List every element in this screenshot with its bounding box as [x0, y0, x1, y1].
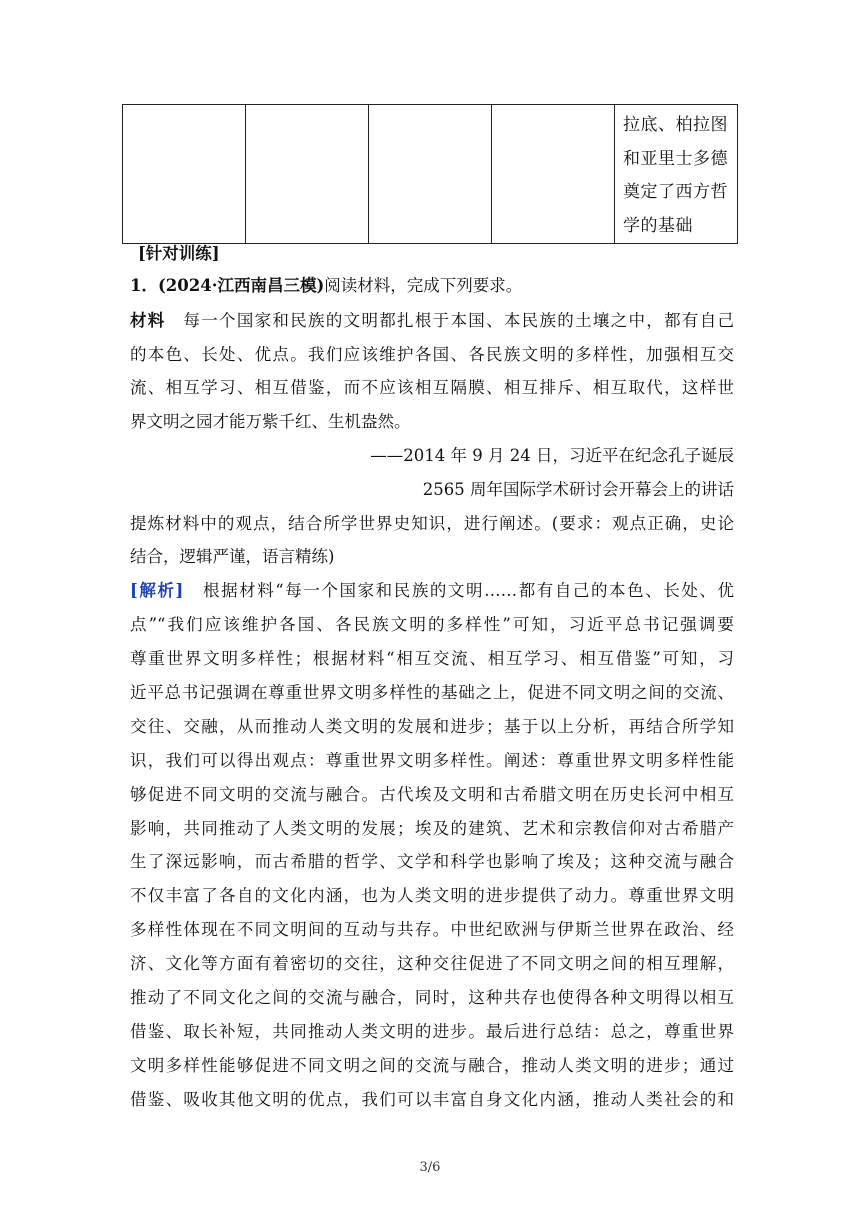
analysis-line: 借鉴、吸收其他文明的优点，我们可以丰富自身文化内涵，推动人类社会的和	[130, 1090, 734, 1109]
analysis-line: 够促进不同文明的交流与融合。古代埃及文明和古希腊文明在历史长河中相互	[130, 785, 734, 804]
material-line: 流、相互学习、相互借鉴，而不应该相互隔膜、相互排斥、相互取代，这样世	[130, 378, 734, 397]
analysis-line: 生了深远影响，而古希腊的哲学、文学和科学也影响了埃及；这种交流与融合	[130, 852, 734, 871]
analysis-text: 根据材料“每一个国家和民族的文明……都有自己的本色、长处、优	[203, 581, 734, 600]
table-cell-philosophy	[615, 105, 738, 244]
analysis-line: 尊重世界文明多样性；根据材料“相互交流、相互学习、相互借鉴”可知，习	[130, 649, 734, 668]
cell-line: 学的基础	[623, 215, 693, 236]
table-row	[123, 105, 738, 244]
cell-line: 和亚里士多德	[623, 148, 728, 169]
analysis-label: [解析]	[130, 581, 184, 600]
material-text: 每一个国家和民族的文明都扎根于本国、本民族的土壤之中，都有自己	[183, 311, 734, 330]
question-number: 1．	[130, 276, 158, 295]
table-cell	[123, 105, 246, 244]
analysis-line: 济、文化等方面有着密切的交往，这种交往促进了不同文明之间的相互理解，	[130, 954, 734, 973]
analysis-line: 近平总书记强调在尊重世界文明多样性的基础之上，促进不同文明之间的交流、	[130, 683, 734, 702]
section-heading: [针对训练]	[138, 244, 220, 263]
analysis-line: 文明多样性能够促进不同文明之间的交流与融合，推动人类文明的进步；通过	[130, 1056, 734, 1075]
material-line: 的本色、长处、优点。我们应该维护各国、各民族文明的多样性，加强相互交	[130, 345, 734, 364]
citation-line: ——2014 年 9 月 24 日，习近平在纪念孔子诞辰	[370, 446, 734, 465]
task-line: 提炼材料中的观点，结合所学世界史知识，进行阐述。(要求：观点正确，史论	[130, 514, 734, 533]
cell-line: 奠定了西方哲	[623, 182, 728, 202]
table-cell	[246, 105, 369, 244]
question-header	[130, 276, 734, 296]
cell-line: 拉底、柏拉图	[623, 115, 728, 135]
material-line: 界文明之园才能万紫千红、生机盎然。	[130, 412, 411, 431]
material-line-1	[130, 311, 734, 331]
analysis-line: 借鉴、取长补短，共同推动人类文明的进步。最后进行总结：总之，尊重世界	[130, 1022, 734, 1041]
page-number: 3/6	[419, 1160, 441, 1175]
question-prompt: 阅读材料，完成下列要求。	[324, 276, 523, 295]
citation-line: 2565 周年国际学术研讨会开幕会上的讲话	[422, 480, 734, 499]
analysis-line: 多样性体现在不同文明间的互动与共存。中世纪欧洲与伊斯兰世界在政治、经	[130, 920, 734, 939]
analysis-line: 不仅丰富了各自的文化内涵，也为人类文明的进步提供了动力。尊重世界文明	[130, 886, 734, 905]
analysis-line: 识，我们可以得出观点：尊重世界文明多样性。阐述：尊重世界文明多样性能	[130, 751, 734, 770]
analysis-line: 影响，共同推动了人类文明的发展；埃及的建筑、艺术和宗教信仰对古希腊产	[130, 819, 734, 838]
task-line: 结合，逻辑严谨，语言精练)	[130, 547, 335, 566]
analysis-line: 推动了不同文化之间的交流与融合，同时，这种共存也使得各种文明得以相互	[130, 988, 734, 1007]
material-label: 材料	[130, 311, 166, 330]
continued-table	[122, 104, 738, 244]
table-cell	[369, 105, 492, 244]
analysis-line: 点”“我们应该维护各国、各民族文明的多样性”可知，习近平总书记强调要	[130, 615, 734, 634]
question-source: (2024·江西南昌三模)	[157, 276, 325, 295]
analysis-line-1	[130, 581, 734, 601]
table-cell	[492, 105, 615, 244]
analysis-line: 交往、交融，从而推动人类文明的发展和进步；基于以上分析，再结合所学知	[130, 717, 734, 736]
